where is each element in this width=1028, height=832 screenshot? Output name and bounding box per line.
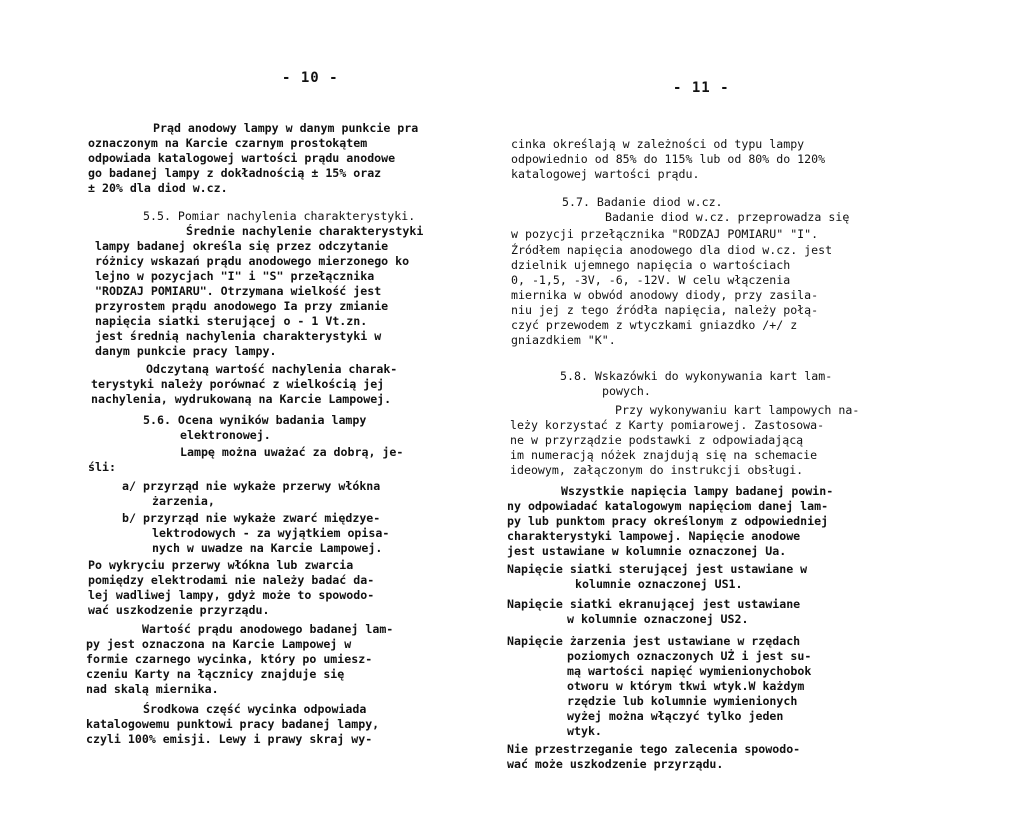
text-line: formie czarnego wycinka, który po umiesz- bbox=[86, 652, 373, 666]
text-line: Napięcie siatki sterującej jest ustawiane w bbox=[507, 562, 808, 576]
text-line: napięcia siatki sterującej o - 1 Vt.zn. bbox=[95, 314, 368, 328]
text-line: nad skalą miernika. bbox=[86, 682, 219, 696]
text-line: lej wadliwej lampy, gdyż może to spowodo- bbox=[88, 588, 375, 602]
text-line: nachylenia, wydrukowaną na Karcie Lampowej. bbox=[91, 392, 392, 406]
text-line: kolumnie oznaczonej US1. bbox=[575, 577, 743, 591]
text-line: czyć przewodem z wtyczkami gniazdko /+/ z bbox=[511, 318, 798, 332]
text-line: Wszystkie napięcia lampy badanej powin- bbox=[561, 484, 834, 498]
text-line: wać uszkodzenie przyrządu. bbox=[88, 603, 270, 617]
text-line: Środkowa część wycinka odpowiada bbox=[143, 702, 367, 716]
text-line: im numeracją nóżek znajdują się na schemacie bbox=[510, 448, 818, 462]
text-line: czeniu Karty na łącznicy znajduje się bbox=[86, 667, 345, 681]
text-line: mą wartości napięć wymienionychobok bbox=[567, 664, 812, 678]
list-item: lektrodowych - za wyjątkiem opisa- bbox=[152, 526, 390, 540]
text-line: Lampę można uważać za dobrą, je- bbox=[180, 445, 404, 459]
section-heading: 5.6. Ocena wyników badania lampy bbox=[143, 413, 367, 427]
section-heading: 5.7. Badanie diod w.cz. bbox=[562, 195, 723, 209]
text-line: czyli 100% emisji. Lewy i prawy skraj wy- bbox=[86, 732, 373, 746]
text-line: poziomych oznaczonych UŻ i jest su- bbox=[567, 649, 812, 663]
text-line: 0, -1,5, -3V, -6, -12V. W celu włączenia bbox=[511, 273, 791, 287]
text-line: w kolumnie oznaczonej US2. bbox=[567, 612, 749, 626]
text-line: Badanie diod w.cz. przeprowadza się bbox=[605, 210, 850, 224]
text-line: Średnie nachylenie charakterystyki bbox=[186, 224, 424, 238]
text-line: dzielnik ujemnego napięcia o wartościach bbox=[511, 258, 791, 272]
text-line: leży korzystać z Karty pomiarowej. Zastosowa- bbox=[510, 418, 825, 432]
text-line: odpowiada katalogowej wartości prądu anodowe bbox=[88, 151, 396, 165]
page-number: - 11 - bbox=[673, 80, 730, 96]
section-heading: 5.8. Wskazówki do wykonywania kart lam- bbox=[560, 369, 833, 383]
text-line: śli: bbox=[88, 460, 116, 474]
text-line: wtyk. bbox=[567, 724, 602, 738]
text-line: wyżej można włączyć tylko jeden bbox=[567, 709, 784, 723]
text-line: pomiędzy elektrodami nie należy badać da- bbox=[88, 573, 375, 587]
text-line: Napięcie żarzenia jest ustawiane w rzędach bbox=[507, 634, 801, 648]
text-line: danym punkcie pracy lampy. bbox=[95, 344, 277, 358]
list-item: żarzenia, bbox=[152, 494, 215, 508]
text-line: Przy wykonywaniu kart lampowych na- bbox=[615, 403, 860, 417]
page-number: - 10 - bbox=[282, 70, 339, 86]
text-line: charakterystyki lampowej. Napięcie anodowe bbox=[507, 529, 801, 543]
text-line: py lub punktom pracy określonym z odpowiedniej bbox=[507, 514, 829, 528]
page-10 bbox=[0, 0, 505, 832]
text-line: jest średnią nachylenia charakterystyki w bbox=[95, 329, 382, 343]
list-item: a/ przyrząd nie wykaże przerwy włókna bbox=[122, 479, 381, 493]
text-line: py jest oznaczona na Karcie Lampowej w bbox=[86, 637, 352, 651]
text-line: Wartość prądu anodowego badanej lam- bbox=[142, 622, 394, 636]
text-line: elektronowej. bbox=[180, 428, 271, 442]
text-line: ne w przyrządzie podstawki z odpowiadającą bbox=[510, 433, 804, 447]
text-line: ny odpowiadać katalogowym napięciom danej lam- bbox=[507, 499, 829, 513]
text-line: wać może uszkodzenie przyrządu. bbox=[507, 757, 724, 771]
text-line: katalogowemu punktowi pracy badanej lampy, bbox=[86, 717, 380, 731]
text-line: jest ustawiane w kolumnie oznaczonej Ua. bbox=[507, 544, 787, 558]
text-line: cinka określają w zależności od typu lampy bbox=[511, 137, 805, 151]
text-line: katalogowej wartości prądu. bbox=[511, 167, 700, 181]
text-line: ± 20% dla diod w.cz. bbox=[88, 181, 228, 195]
text-line: gniazdkiem "K". bbox=[511, 333, 616, 347]
text-line: Po wykryciu przerwy włókna lub zwarcia bbox=[88, 558, 354, 572]
text-line: w pozycji przełącznika "RODZAJ POMIARU" "I". bbox=[511, 227, 819, 241]
text-line: Prąd anodowy lampy w danym punkcie pra bbox=[153, 121, 419, 135]
text-line: go badanej lampy z dokładnością ± 15% oraz bbox=[88, 166, 382, 180]
text-line: Nie przestrzeganie tego zalecenia spowodo- bbox=[507, 742, 801, 756]
text-line: ideowym, załączonym do instrukcji obsługi. bbox=[510, 463, 804, 477]
text-line: różnicy wskazań prądu anodowego mierzonego ko bbox=[95, 254, 410, 268]
text-line: lampy badanej określa się przez odczytanie bbox=[95, 239, 389, 253]
text-line: terystyki należy porównać z wielkością jej bbox=[91, 377, 385, 391]
list-item: nych w uwadze na Karcie Lampowej. bbox=[152, 541, 383, 555]
text-line: "RODZAJ POMIARU". Otrzymana wielkość jest bbox=[95, 284, 382, 298]
text-line: rzędzie lub kolumnie wymienionych bbox=[567, 694, 798, 708]
section-heading: powych. bbox=[602, 384, 651, 398]
text-line: Odczytaną wartość nachylenia charak- bbox=[146, 362, 398, 376]
text-line: Napięcie siatki ekranującej jest ustawiane bbox=[507, 597, 801, 611]
section-heading: 5.5. Pomiar nachylenia charakterystyki. bbox=[143, 209, 416, 223]
text-line: miernika w obwód anodowy diody, przy zasila- bbox=[511, 288, 819, 302]
text-line: Źródłem napięcia anodowego dla diod w.cz. jest bbox=[511, 243, 833, 257]
text-line: lejno w pozycjach "I" i "S" przełącznika bbox=[95, 269, 375, 283]
list-item: b/ przyrząd nie wykaże zwarć międzye- bbox=[122, 511, 381, 525]
text-line: odpowiednio od 85% do 115% lub od 80% do 120% bbox=[511, 152, 826, 166]
text-line: oznaczonym na Karcie czarnym prostokątem bbox=[88, 136, 368, 150]
text-line: niu jej z tego źródła napięcia, należy połą- bbox=[511, 303, 819, 317]
text-line: przyrostem prądu anodowego Ia przy zmianie bbox=[95, 299, 389, 313]
text-line: otworu w którym tkwi wtyk.W każdym bbox=[567, 679, 805, 693]
page-11 bbox=[505, 0, 1028, 832]
